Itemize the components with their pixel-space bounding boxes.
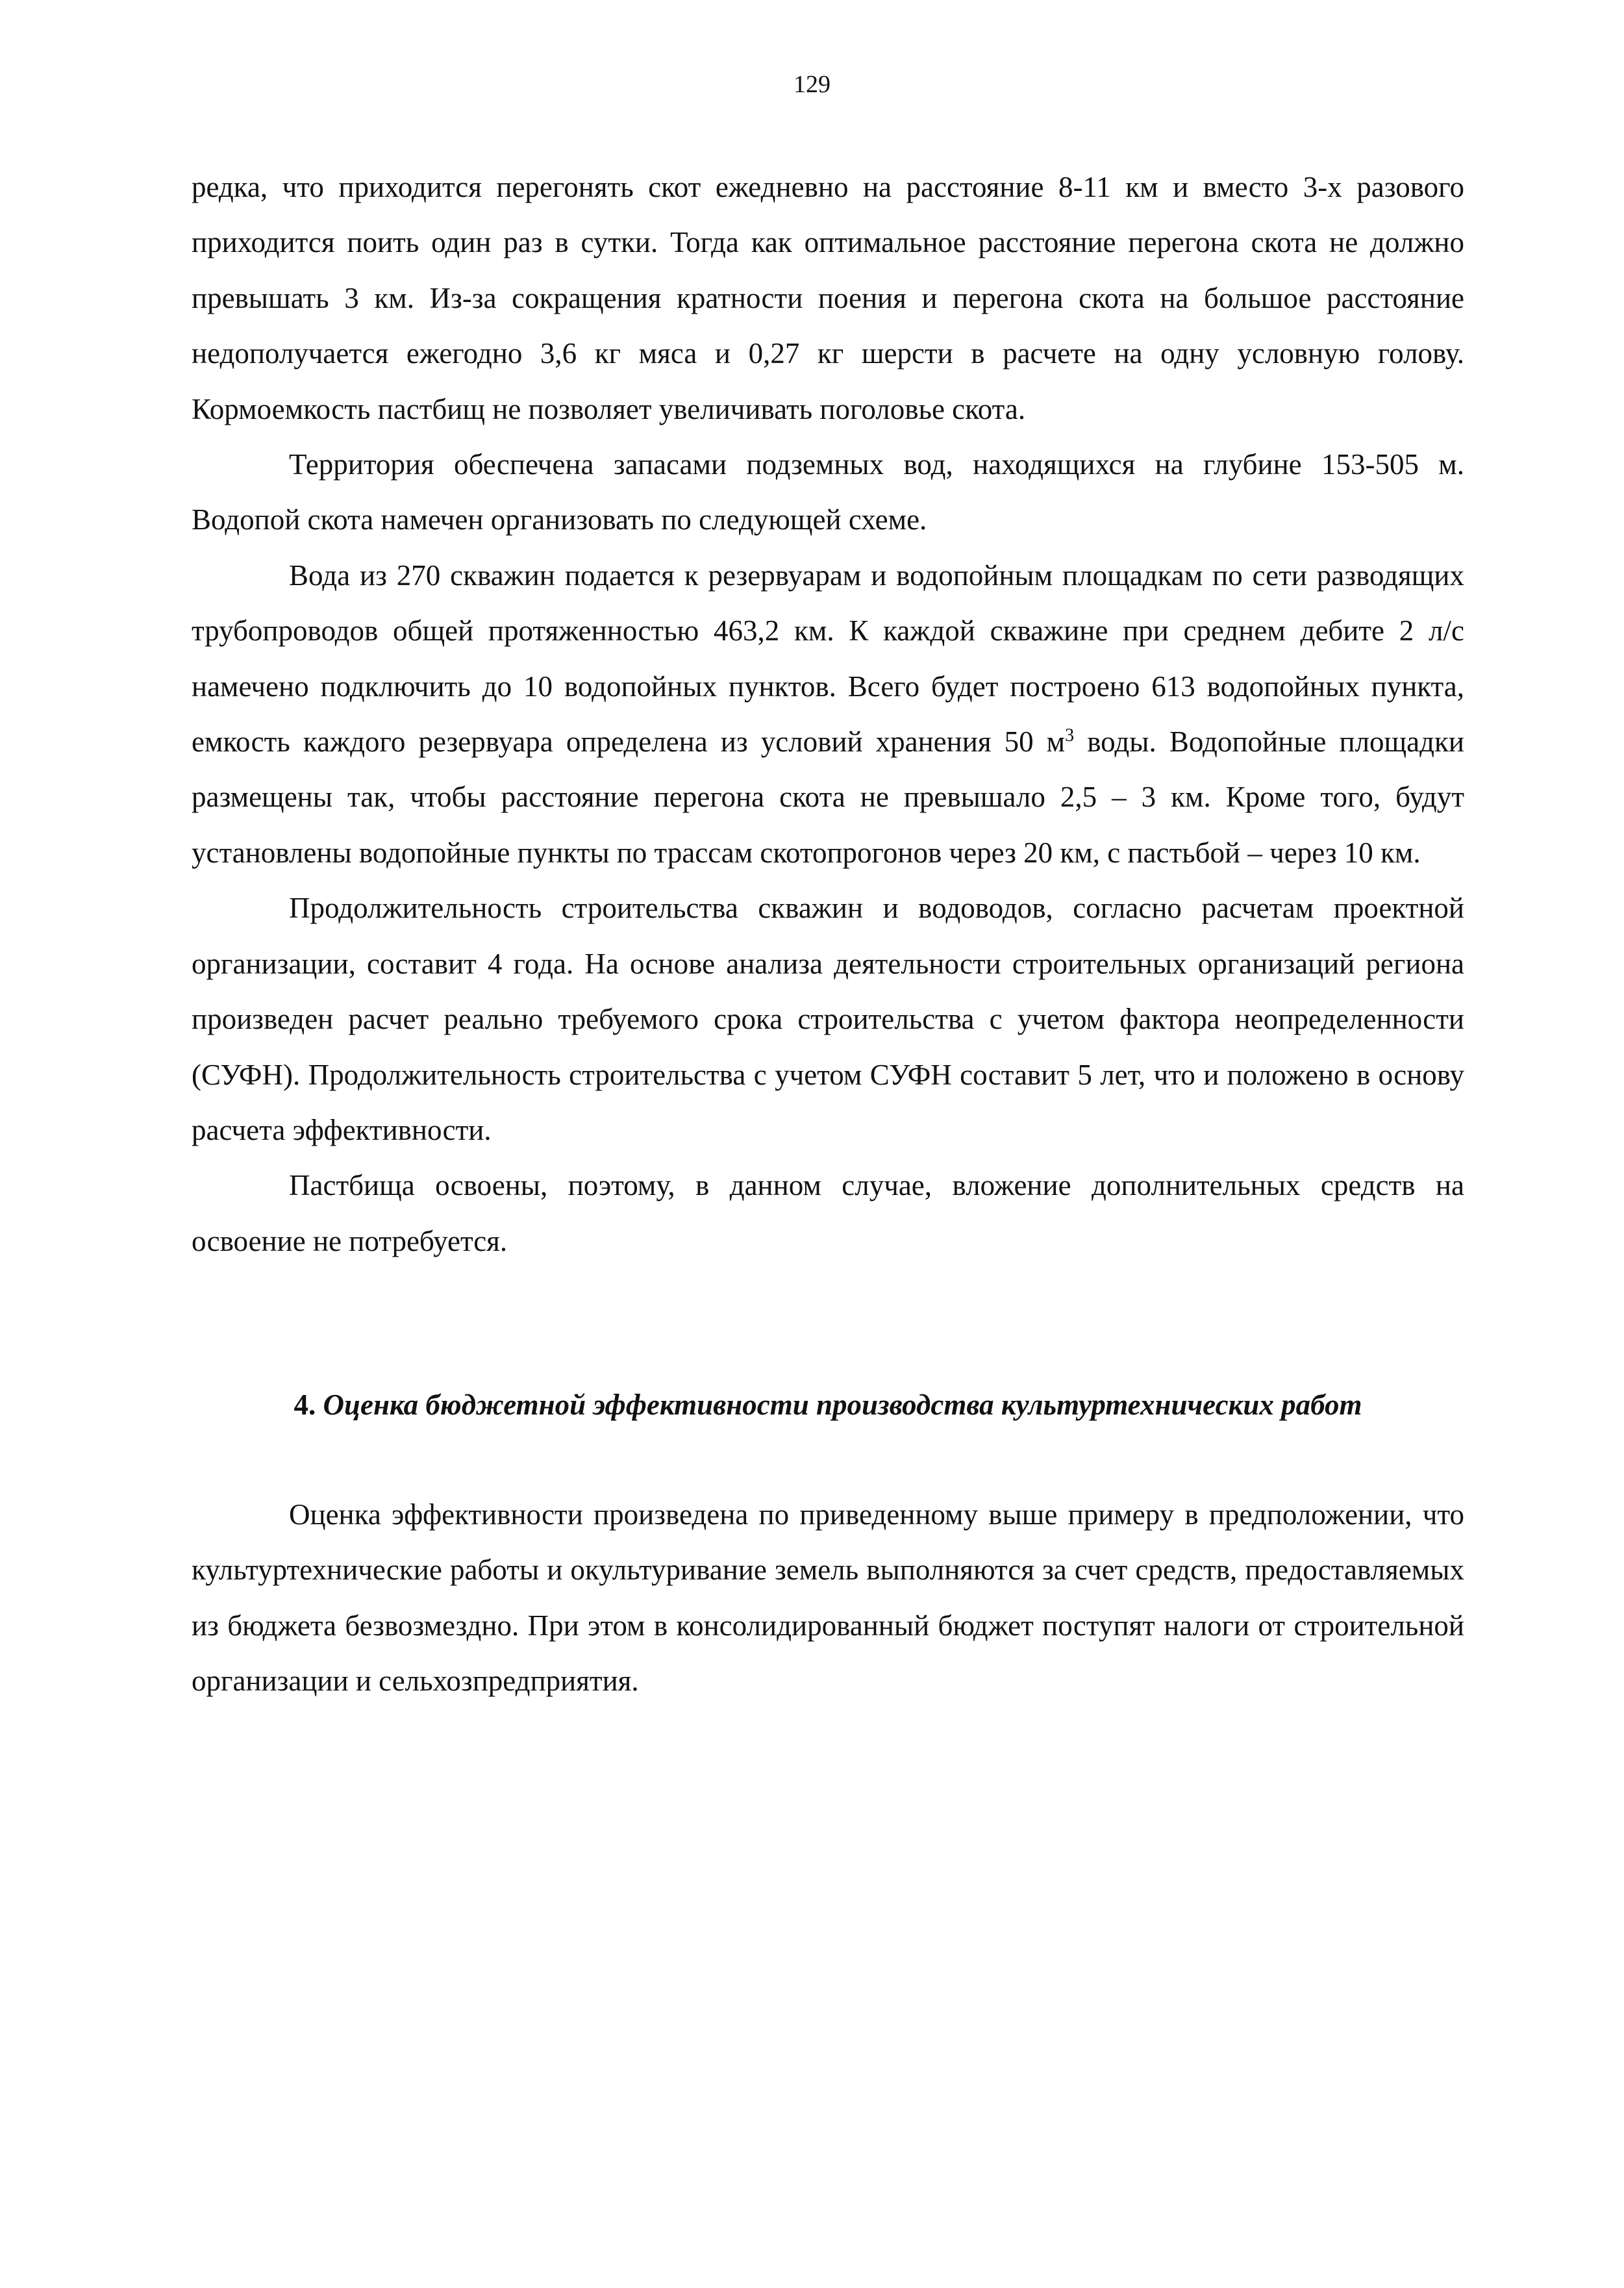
paragraph-continuation: редка, что приходится перегонять скот ежедневно на расстояние 8-11 км и вместо 3-х разового приходится поить один раз в сутки. Тогда как оптимальное расстояние перегона скота не должно превышать 3 км. Из-за сокращения кратности поения и перегона скота на большое расстояние недополучается ежегодно 3,6 кг мяса и 0,27 кг шерсти в расчете на одну условную голову. Кормоемкость пастбищ не позволяет увеличивать поголовье скота. — [192, 171, 1464, 425]
cubic-superscript: 3 — [1065, 725, 1075, 746]
section-heading — [221, 1377, 1435, 1433]
paragraph-budget-efficiency: Оценка эффективности произведена по приведенному выше примеру в предположении, что культуртехнические работы и окультуривание земель выполняются за счет средств, предоставляемых из бюджета безвозмездно. При этом в консолидированный бюджет поступят налоги от строительной организации и сельхозпредприятия. — [192, 1498, 1464, 1698]
section-number: 4. — [294, 1389, 316, 1421]
page-number: 129 — [793, 71, 831, 98]
body-text-upper — [192, 160, 1464, 1269]
paragraph-construction-duration: Продолжительность строительства скважин и водоводов, согласно расчетам проектной организации, составит 4 года. На основе анализа деятельности строительных организаций региона произведен расчет реально требуемого срока строительства с учетом фактора неопределенности (СУФН). Продолжительность строительства с учетом СУФН составит 5 лет, что и положено в основу расчета эффективности. — [192, 892, 1464, 1146]
paragraph-pastures: Пастбища освоены, поэтому, в данном случае, вложение дополнительных средств на освоение не потребуется. — [192, 1169, 1464, 1257]
paragraph-wells — [192, 548, 1464, 881]
section-title: Оценка бюджетной эффективности производства культуртехнических работ — [323, 1389, 1362, 1421]
paragraph-groundwater: Территория обеспечена запасами подземных вод, находящихся на глубине 153-505 м. Водопой скота намечен организовать по следующей схеме. — [192, 448, 1464, 536]
body-text-lower — [192, 1487, 1464, 1709]
paragraph-wells-text-2: воды. Водопойные площадки размещены так, чтобы расстояние перегона скота не превышало 2,5 – 3 км. Кроме того, будут установлены водопойные пункты по трассам скотопрогонов через 20 км, с пастьбой – через 10 км. — [192, 725, 1464, 869]
paragraph-wells-text-1: Вода из 270 скважин подается к резервуарам и водопойным площадкам по сети разводящих трубопроводов общей протяженностью 463,2 км. К каждой скважине при среднем дебите 2 л/с намечено подключить до 10 водопойных пунктов. Всего будет построено 613 водопойных пункта, емкость каждого резервуара определена из условий хранения 50 м — [192, 559, 1464, 759]
